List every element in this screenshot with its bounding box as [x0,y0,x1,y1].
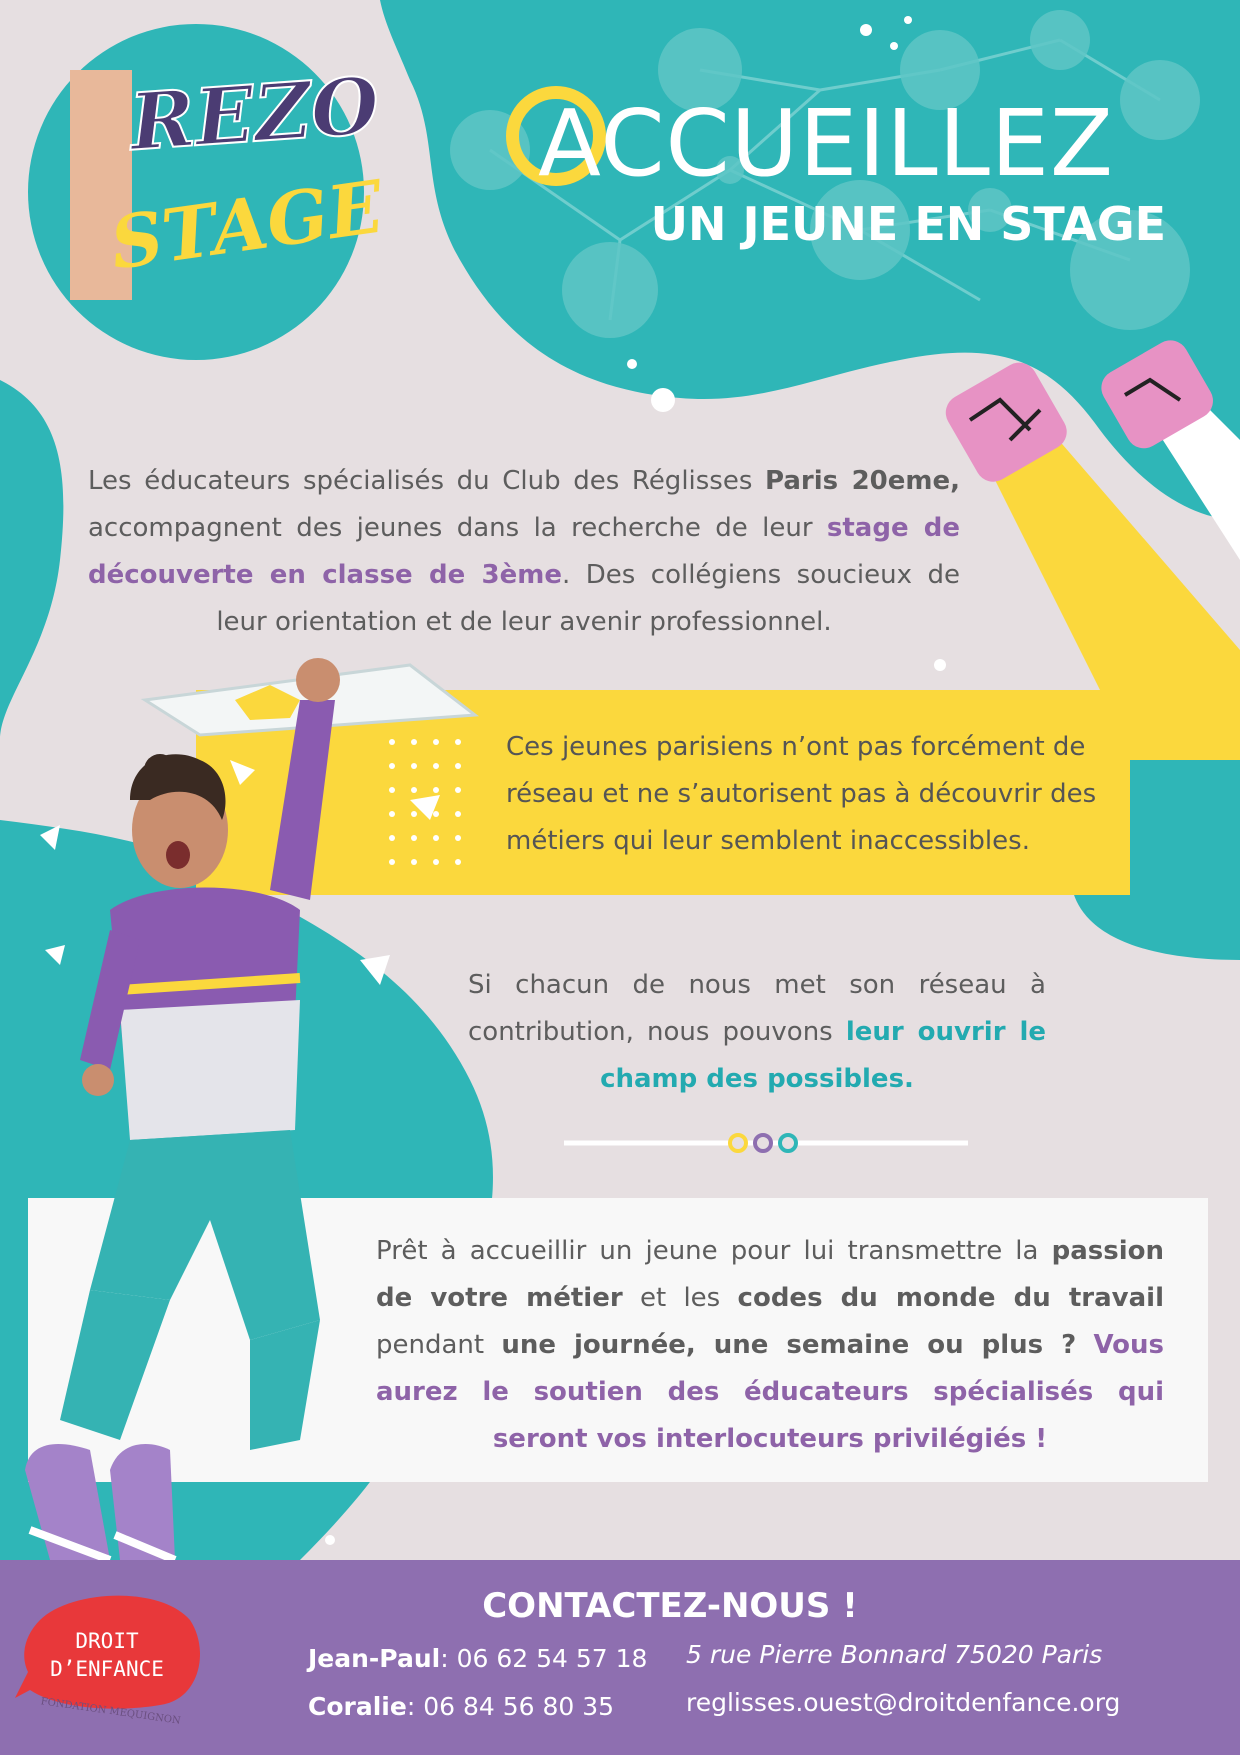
intro-text-1: Les éducateurs spécialisés du Club des Réglisses [88,466,766,496]
banner-paragraph: Ces jeunes parisiens n’ont pas forcément de réseau et ne s’autorisent pas à découvrir des métiers qui leur semblent inaccessibles. [506,732,1097,856]
contact-address: 5 rue Pierre Bonnard 75020 Paris [686,1640,1103,1669]
offer-bold-3: une journée, une semaine ou plus ? [501,1330,1077,1360]
offer-highlight: Vous aurez le soutien des éducateurs spécialisés qui seront vos interlocuteurs privilégiés ! [376,1330,1164,1454]
intro-text-3: . Des collégiens soucieux de leur orientation et de leur avenir professionnel. [216,560,960,637]
logo-stage-text: STAGE [105,163,389,286]
network-text: Si chacun de nous met son réseau à contribution, nous pouvons [468,970,1046,1047]
offer-text-2: et les [622,1283,738,1313]
contact-coralie[interactable] [308,1690,614,1724]
droit-denfance-logo [12,1598,202,1727]
intro-paragraph [88,458,960,646]
contact-name-1: Jean-Paul [308,1644,441,1673]
offer-bold-2: codes du monde du travail [737,1283,1164,1313]
contact-title: CONTACTEZ-NOUS ! [482,1586,858,1626]
intro-highlight: stage de découverte en classe de 3ème [88,513,960,590]
intro-bold-location: Paris 20eme, [765,466,960,496]
offer-text-3: pendant [376,1330,502,1360]
network-paragraph [468,962,1046,1103]
droit-denfance-line1: DROIT [75,1629,139,1653]
contact-jean-paul[interactable] [308,1642,647,1676]
droit-denfance-line2: D’ENFANCE [50,1657,164,1681]
offer-text-4 [1076,1330,1093,1360]
offer-paragraph [376,1228,1164,1463]
contact-phone-2: : 06 84 56 80 35 [406,1692,615,1721]
left-teal-blob [0,380,63,740]
divider [564,1135,968,1151]
logo-rezo-text: REZO [127,60,383,169]
offer-bold-1: passion de votre métier [376,1236,1164,1313]
offer-text-1: Prêt à accueillir un jeune pour lui transmettre la [376,1236,1052,1266]
page-subtitle: UN JEUNE EN STAGE [650,197,1166,251]
contact-name-2: Coralie [308,1692,407,1721]
contact-email-link[interactable]: reglisses.ouest@droitdenfance.org [686,1688,1121,1717]
page-title: ACCUEILLEZ [538,90,1115,197]
intro-text-2: accompagnent des jeunes dans la recherche de leur [88,513,827,543]
contact-phone-1: : 06 62 54 57 18 [440,1644,648,1673]
rezo-stage-logo [105,60,389,310]
network-highlight: leur ouvrir le champ des possibles. [600,1017,1046,1094]
droit-denfance-tagline: FONDATION MEQUIGNON [39,1696,182,1727]
